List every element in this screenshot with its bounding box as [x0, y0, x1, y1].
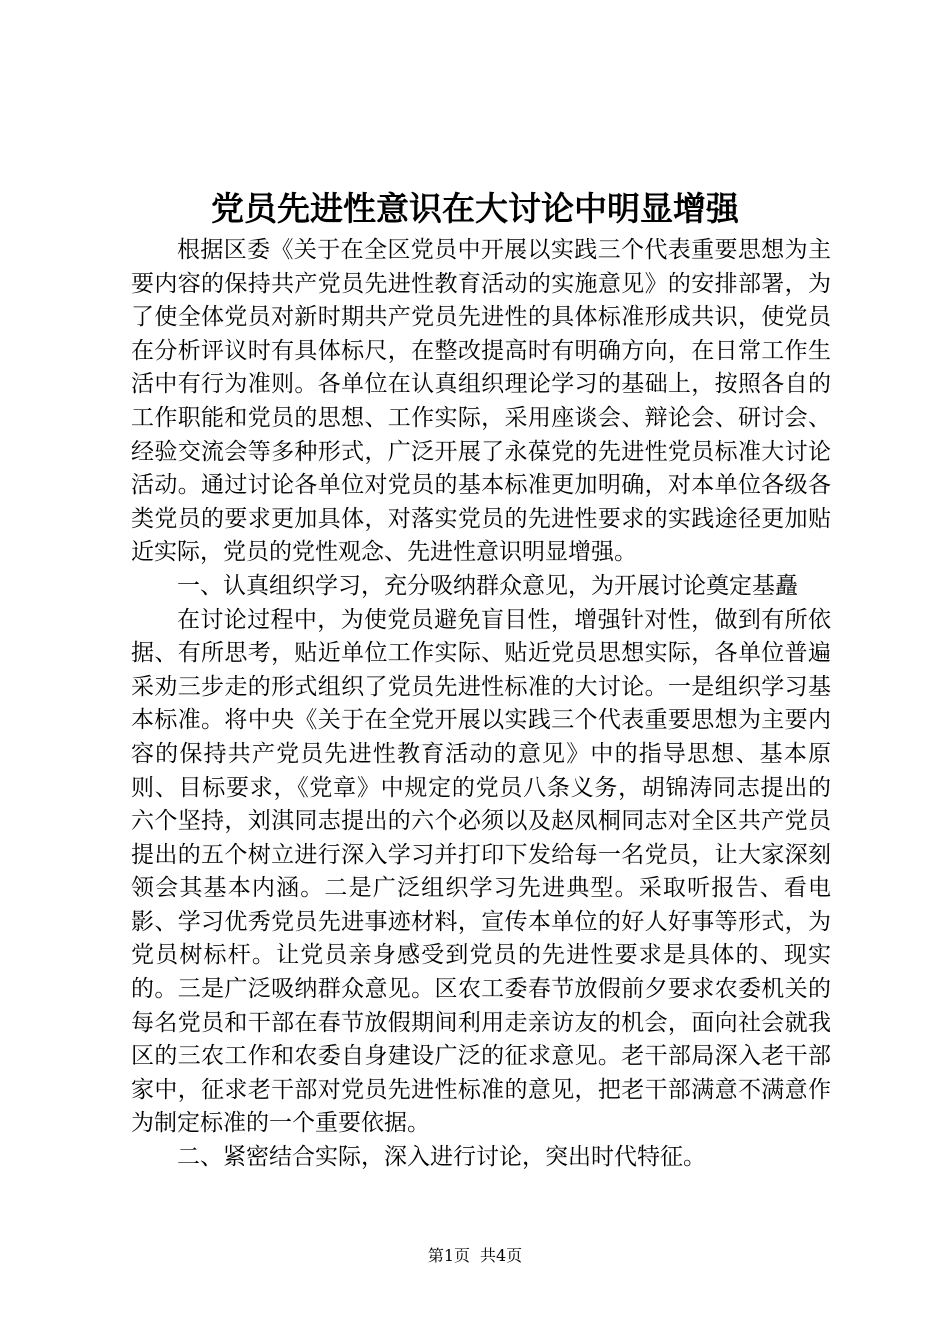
section-heading-1: 一、认真组织学习，充分吸纳群众意见，为开展讨论奠定基矗 [177, 572, 798, 599]
page-footer [0, 1245, 950, 1267]
page-total: 共4页 [480, 1246, 523, 1265]
document-body [131, 234, 831, 1175]
document-title: 党员先进性意识在大讨论中明显增强 [211, 189, 739, 228]
paragraph-intro: 根据区委《关于在全区党员中开展以实践三个代表重要思想为主要内容的保持共产党员先进性教育活动的实施意见》的安排部署，为了使全体党员对新时期共产党员先进性的具体标准形成共识，使党员在分析评议时有具体标尺，在整改提高时有明确方向，在日常工作生活中有行为准则。各单位在认真组织理论学习的基础上，按照各自的工作职能和党员的思想、工作实际，采用座谈会、辩论会、研讨会、经验交流会等多种形式，广泛开展了永葆党的先进性党员标准大讨论活动。通过讨论各单位对党员的基本标准更加明确，对本单位各级各类党员的要求更加具体，对落实党员的先进性要求的实践途径更加贴近实际，党员的党性观念、先进性意识明显增强。 [131, 237, 831, 566]
paragraph-section-1: 在讨论过程中，为使党员避免盲目性，增强针对性，做到有所依据、有所思考，贴近单位工作实际、贴近党员思想实际，各单位普遍采劝三步走的形式组织了党员先进性标准的大讨论。一是组织学习基本标准。将中央《关于在全党开展以实践三个代表重要思想为主要内容的保持共产党员先进性教育活动的意见》中的指导思想、基本原则、目标要求，《党章》中规定的党员八条义务，胡锦涛同志提出的六个坚持，刘淇同志提出的六个必须以及赵凤桐同志对全区共产党员提出的五个树立进行深入学习并打印下发给每一名党员，让大家深刻领会其基本内涵。二是广泛组织学习先进典型。采取听报告、看电影、学习优秀党员先进事迹材料，宣传本单位的好人好事等形式，为党员树标杆。让党员亲身感受到党员的先进性要求是具体的、现实的。三是广泛吸纳群众意见。区农工委春节放假前夕要求农委机关的每名党员和干部在春节放假期间利用走亲访友的机会，面向社会就我区的三农工作和农委自身建设广泛的征求意见。老干部局深入老干部家中，征求老干部对党员先进性标准的意见，把老干部满意不满意作为制定标准的一个重要依据。 [131, 606, 831, 1137]
page-number: 第1页 [427, 1246, 470, 1265]
section-heading-2: 二、紧密结合实际，深入进行讨论，突出时代特征。 [177, 1144, 706, 1171]
